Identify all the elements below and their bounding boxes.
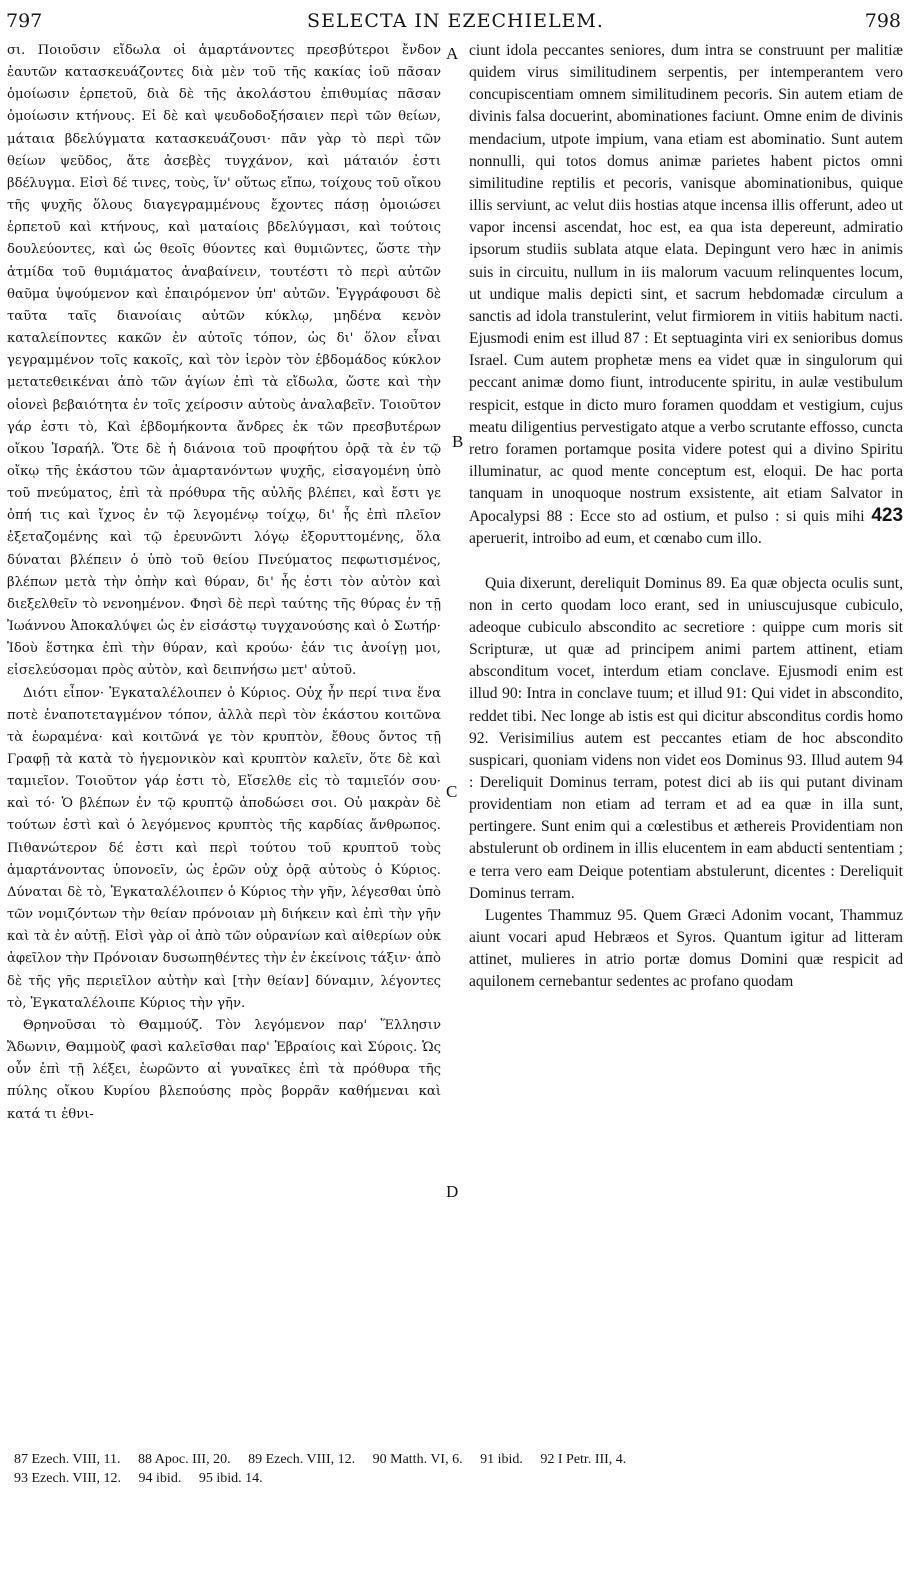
latin-text-before-column-number: ciunt idola peccantes seniores, dum intra se construunt per malitiæ quidem virus similitudinem serpentis, per intemperantem vero concupiscentiam omnem similitudinem pecoris. Sin autem etiam de divinis falsa docuerint, abominationes faciunt. Omne enim de divinis mendacium, utpote impium, vana etiam est abominatio. Sunt autem nonnulli, qui totos domus animæ parietes habent pictos omni similitudine reptilis et pecoris, vanisque abominationibus, quique illis serviunt, ac velut diis hostias atque incensa illis offerunt, adeo ut vapor incensi ascendat, hoc est, ea qua ista depereunt, admiratio ipsorum studiis sublata atque elata. Depingunt vero hæc in animis suis in circuitu, nullum in iis malorum vacuum relinquentes locum, ut undique malis depicti sint, et sacrum hebdomadæ circulum a sanctis ad idola transtulerint, velut firmiorem in vitiis habitum nacti. Ejusmodi enim est illud 87 : Et septuaginta viri ex senioribus domus Israel. Cum autem prophetæ mens ea videt quæ in singulorum qui peccant animæ domo fiunt, introducente spiritu, in aulæ vestibulum respicit, estque in dicto muro foramen quoddam et vestigium, cujus meatu diligentius pervestigato atque a verbo scrutante effosso, cuncta retro foramen portamque posita videre potest qui a divino Spiritu illuminatur, ac quod mente conceptum est, eloqui. De hac porta tanquam in unoquoque nostrum exsistente, ait etiam Salvator in Apocalypsi 88 : Ecce sto ad ostium, et pulso : si quis mihi [469,42,903,526]
latin-paragraph-1 [469,40,903,551]
footnote-line-2 [14,1469,899,1488]
page-number-right: 798 [864,10,901,32]
footnote: 90 Matth. VI, 6. [372,1452,463,1467]
footnote-line-1 [14,1450,899,1469]
latin-column [469,40,903,1442]
greek-column [7,40,441,1442]
running-header [0,10,911,40]
latin-text-after-column-number: aperuerit, introibo ad eum, et cœnabo cum illo. [469,530,762,548]
footnote: 91 ibid. [480,1452,523,1467]
footnote: 87 Ezech. VIII, 11. [14,1452,121,1467]
footnote: 92 I Petr. III, 4. [540,1452,627,1467]
footnote: 94 ibid. [138,1471,182,1486]
margin-mark-c: C [446,782,458,801]
footnote: 88 Apoc. III, 20. [138,1452,231,1467]
greek-paragraph-1: σι. Ποιοῦσιν εἴδωλα οἱ ἁμαρτάνοντες πρεσβύτεροι ἔνδον ἑαυτῶν κατασκευάζοντες διὰ μὲν τοῦ τῆς κακίας ἰοῦ πᾶσαν ὁμοίωσιν ἑρπετοῦ, διὰ δὲ τῆς ἀκολάστου ἐπιθυμίας πᾶσαν ὁμοίωσιν κτήνους. Εἰ δὲ καὶ ψευδοδοξήσαιεν περὶ τῶν θείων, μάταια βδελύγματα κατασκευάζουσι· πᾶν γὰρ τὸ περὶ τῶν θείων ψεῦδος, ἅτε ἀσεβὲς τυγχάνον, καὶ μάταιόν ἐστι βδέλυγμα. Εἰσὶ δέ τινες, τοὺς, ἵν' οὕτως εἴπω, τοίχους τοῦ οἴκου τῆς ψυχῆς ὅλους διαγεγραμμένους ἔχοντες πάσῃ ὁμοιώσει ἑρπετοῦ καὶ κτήνους, καὶ ματαίοις βδελύγμασι, καὶ τούτοις δουλεύοντες, καὶ ὡς θεοῖς θύοντες καὶ θυμιῶντες, ὥστε τὴν ἀτμίδα τοῦ θυμιάματος ἀναβαίνειν, τουτέστι τὸ περὶ αὐτῶν θαῦμα ὑψούμενον καὶ ἐπαιρόμενον ὑπ' αὐτῶν. Ἐγγράφουσι δὲ ταῦτα ταῖς διανοίαις αὐτῶν κύκλῳ, μηδένα κενὸν καταλείποντες κακῶν ἐν αὐτοῖς τόπον, ὡς δι' ὅλον εἶναι γεγραμμένον τοῖς κακοῖς, καὶ τὸν ἱερὸν τὸν ἑβδομάδος κύκλον μετατεθεικέναι ἀπὸ τῶν ἁγίων ἐπὶ τὰ εἴδωλα, ὥστε καὶ τὴν οἱονεὶ βεβαιότητα ἐν τοῖς χείροσιν αὐτοὺς ἀναλαβεῖν. Τοιοῦτον γάρ ἐστι τὸ, Καὶ ἑβδομήκοντα ἄνδρες ἐκ τῶν πρεσβυτέρων οἴκου Ἰσραήλ. Ὅτε δὲ ἡ διάνοια τοῦ προφήτου ὁρᾷ τὰ ἐν τῷ οἴκῳ τῆς ἑκάστου τῶν ἁμαρτανόντων ψυχῆς, εἰσαγομένη ὑπὸ τοῦ πνεύματος, ἐπὶ τὰ πρόθυρα τῆς αὐλῆς βλέπει, καὶ ἔστι γε ὀπή τις καὶ ἴχνος ἐν τῷ λεγομένῳ τοίχῳ, δι' ἧς ἐπὶ πλεῖον ἐξεταζομένης καὶ τῷ ἐρευνῶντι λόγῳ ἐξορυττομένης, ὅλα δύναται βλέπειν ὁ ὑπὸ τοῦ θείου Πνεύματος πεφωτισμένος, βλέπων μετὰ τὴν ὀπὴν καὶ θύραν, δι' ἧς ἐστι τὸν αὐτὸν καὶ διεξελθεῖν τὸ νενοημένον. Φησὶ δὲ περὶ ταύτης τῆς θύρας ἐν τῇ Ἰωάννου Ἀποκαλύψει ὡς ἐν εἰσάστῳ τυγχανούσης καὶ ὁ Σωτήρ· Ἰδοὺ ἕστηκα ἐπὶ τὴν θύραν, καὶ κρούω· ἐάν τις ἀνοίγῃ μοι, εἰσελεύσομαι πρὸς αὐτὸν, καὶ δειπνήσω μετ' αὐτοῦ. [7,43,441,679]
greek-paragraph-3: Θρηνοῦσαι τὸ Θαμμούζ. Τὸν λεγόμενον παρ' Ἕλλησιν Ἄδωνιν, Θαμμοὺζ φασὶ καλεῖσθαι παρ' Ἑβραίοις καὶ Σύροις. Ὡς οὖν ἐπὶ τῇ λέξει, ἑωρῶντο αἱ γυναῖκες ἐπὶ τὰ πρόθυρα τῆς πύλης οἴκου Κυρίου βλεπούσης πρὸς βορρᾶν καθήμεναι καὶ κατά τι ἐθνι- [7,1017,441,1122]
greek-paragraph-2: Διότι εἶπον· Ἐγκαταλέλοιπεν ὁ Κύριος. Οὐχ ἦν περί τινα ἕνα ποτὲ ἐναποτεταγμένον τόπον, ἀλλὰ περὶ τὸν ἑκάστου κοιτῶνα τὰ ἑωραμένα· καὶ κοιτῶνά γε τὸν κρυπτὸν, ἔθους ὄντος τῇ Γραφῇ τὰ κατὰ τὸ ἡγεμονικὸν καὶ κρυπτὸν καλεῖν, ὅτε δὲ καὶ ταμιεῖον. Τοιοῦτον γάρ ἐστι τὸ, Εἴσελθε εἰς τὸ ταμιεῖόν σου· καὶ τό· Ὁ βλέπων ἐν τῷ κρυπτῷ ἀποδώσει σοι. Οὐ μακρὰν δὲ τούτων ἐστὶ καὶ ὁ λεγόμενος κρυπτὸς τῆς καρδίας ἄνθρωπος. Πιθανώτερον δέ ἐστι καὶ περὶ τούτου τοῦ κρυπτοῦ τοὺς ἁμαρτάνοντας ὑπονοεῖν, ὡς ἐρῶν οὐχ ὁρᾷ αὐτοὺς ὁ Κύριος. Δύναται δὲ τὸ, Ἐγκαταλέλοιπεν ὁ Κύριος τὴν γῆν, λέγεσθαι ὑπὸ τῶν νομιζόντων τὴν θείαν πρόνοιαν μὴ διήκειν καὶ ἐπὶ τὴν γῆν καὶ τὰ ἐν αὐτῇ. Εἰσὶ γὰρ οἱ ἀπὸ τῶν οὐρανίων καὶ αἰθερίων οὐκ ἀφεῖλον τὴν Πρόνοιαν δυσωπηθέντες τὴν ἐν ἐκείνοις τάξιν· ἀπὸ δὲ τῆς γῆς περιεῖλον αὐτὴν καὶ [τὴν θείαν] δύναμιν, λέγοντες τὸ, Ἐγκαταλέλοιπε Κύριος τὴν γῆν. [7,685,441,1011]
footnote: 89 Ezech. VIII, 12. [248,1452,356,1467]
margin-mark-d: D [446,1182,459,1201]
margin-mark-a: A [446,44,459,63]
page-number-left: 797 [6,10,43,32]
latin-paragraph-2: Quia dixerunt, dereliquit Dominus 89. Ea quæ objecta oculis sunt, non in certo quodam loco erant, sed in uniuscujusque cubiculo, adeoque cubiculo abscondito ac secretiore : quippe cum moris sit Scripturæ, ut quæ ad principem animi partem attinent, etiam absconditum vocet, interdum etiam conclave. Ejusmodi enim est illud 90: Intra in conclave tuum; et illud 91: Qui videt in abscondito, reddet tibi. Nec longe ab istis est qui dicitur absconditus cordis homo 92. Verisimilius autem est peccantes etiam de hoc abscondito suspicari, quoniam videns non videt eos Dominus 93. Illud autem 94 : Dereliquit Dominus terram, potest dici ab iis qui putant divinam providentiam non etiam ad terram et ad ea quæ in illa sunt, pertingere. Sunt enim qui a cœlestibus et æthereis Providentiam non abstulerunt ob ordinem in illis elucentem in eam abducti sententiam ; e terra vero eam Deique potentiam abstulerunt, dicentes : Dereliquit Dominus terram. [469,574,903,902]
column-number: 423 [871,505,903,527]
footnotes [14,1450,899,1488]
running-title: SELECTA IN EZECHIELEM. [307,10,604,32]
footnote: 93 Ezech. VIII, 12. [14,1471,122,1486]
margin-mark-b: B [452,432,464,451]
footnote: 95 ibid. 14. [198,1471,263,1486]
latin-paragraph-3: Lugentes Thammuz 95. Quem Græci Adonim vocant, Thammuz aiunt vocari apud Hebræos et Syros. Quantum igitur ad litteram attinet, mulieres in atrio portæ domus Domini quæ respicit ad aquilonem cernebantur sedentes ac profano quodam [469,906,903,991]
